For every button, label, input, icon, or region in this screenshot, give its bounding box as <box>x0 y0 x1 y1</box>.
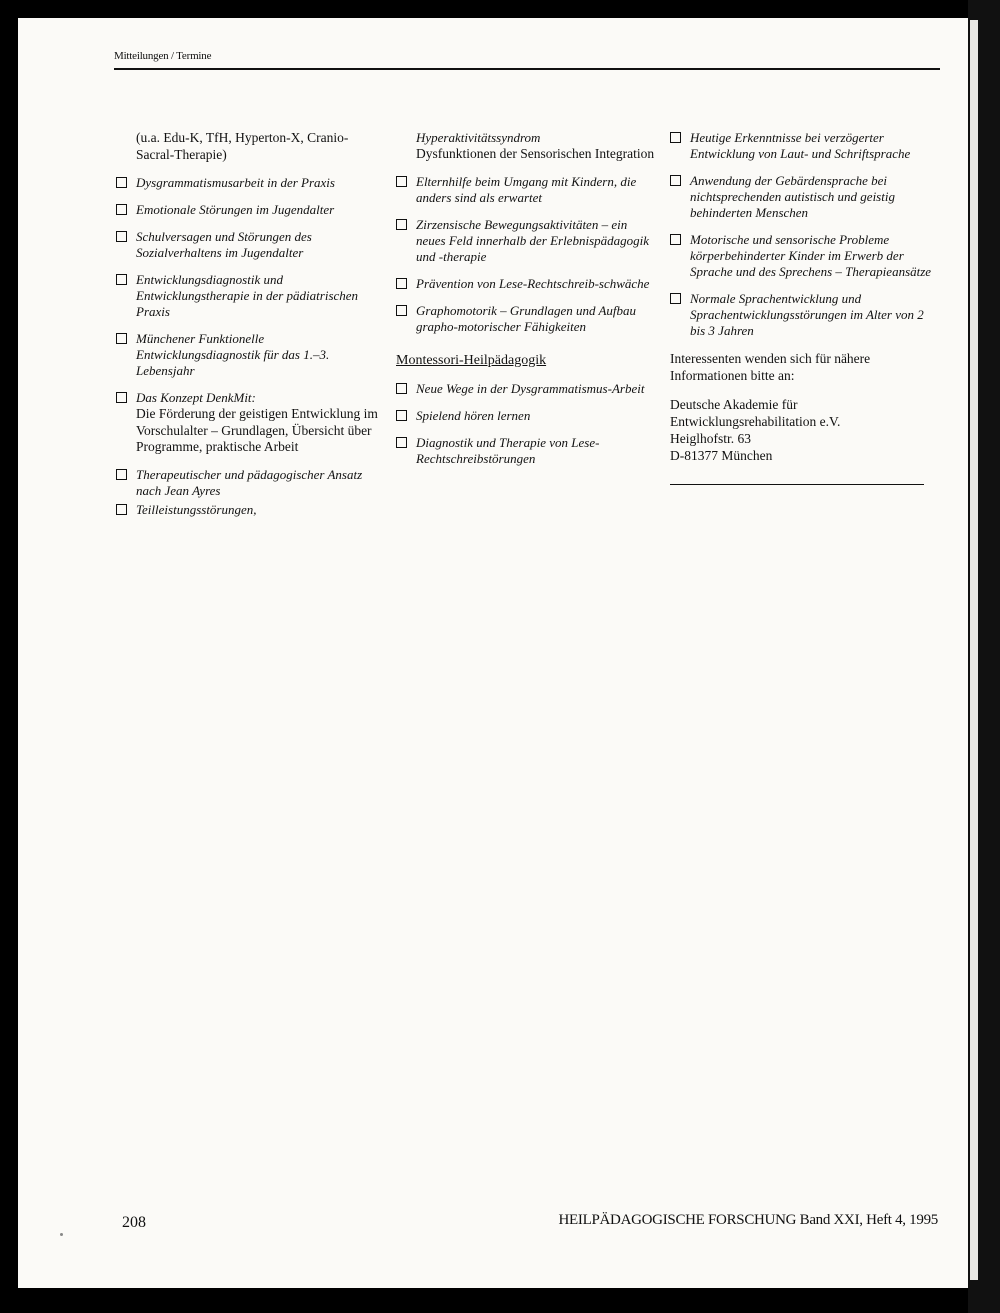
checkbox-icon <box>396 305 407 316</box>
checkbox-icon <box>116 274 127 285</box>
checkbox-icon <box>396 410 407 421</box>
list-item: Spielend hören lernen <box>396 408 658 424</box>
column-3 <box>670 130 940 485</box>
scan-speck <box>60 1233 63 1236</box>
page-number: 208 <box>122 1214 146 1231</box>
contact-address <box>670 396 940 464</box>
column-1 <box>116 130 378 529</box>
checkbox-icon <box>116 504 127 515</box>
address-line: Heiglhofstr. 63 <box>670 431 751 446</box>
address-line: Deutsche Akademie für <box>670 397 798 412</box>
address-line: Entwicklungsrehabilitation e.V. <box>670 414 841 429</box>
list-item: Anwendung der Gebärdensprache bei nichtsprechenden autistisch und geistig behinderten Menschen <box>670 173 940 221</box>
checkbox-icon <box>116 333 127 344</box>
checkbox-icon <box>396 383 407 394</box>
list-item: Münchener Funktionelle Entwicklungsdiagnostik für das 1.–3. Lebensjahr <box>116 331 378 379</box>
list-item: Therapeutischer und pädagogischer Ansatz nach Jean Ayres <box>116 467 378 499</box>
document-page <box>18 18 968 1288</box>
intro-text: (u.a. Edu-K, TfH, Hyperton-X, Cranio-Sacral-Therapie) <box>136 130 349 162</box>
address-line: D-81377 München <box>670 448 773 463</box>
checkbox-icon <box>116 392 127 403</box>
checkbox-icon <box>116 177 127 188</box>
list-item: Emotionale Störungen im Jugendalter <box>116 202 378 218</box>
running-head: Mitteilungen / Termine <box>114 50 212 62</box>
checkbox-icon <box>670 132 681 143</box>
journal-citation <box>559 1212 938 1229</box>
scan-edge-strip <box>970 20 978 1280</box>
list-item: Diagnostik und Therapie von Lese-Rechtschreibstörungen <box>396 435 658 467</box>
list-item-continued: Hyperaktivitätssyndrom Dysfunktionen der Sensorischen Integration <box>416 130 655 161</box>
checkbox-icon <box>396 278 407 289</box>
list-item: Schulversagen und Störungen des Sozialverhaltens im Jugendalter <box>116 229 378 261</box>
checkbox-icon <box>396 437 407 448</box>
checkbox-icon <box>670 234 681 245</box>
list-item: Neue Wege in der Dysgrammatismus-Arbeit <box>396 381 658 397</box>
list-item-detail: Die Förderung der geistigen Entwicklung im Vorschulalter – Grundlagen, Übersicht über Programme, praktische Arbeit <box>136 406 378 454</box>
header-rule <box>114 68 940 70</box>
column-2 <box>396 130 658 478</box>
list-item: Entwicklungsdiagnostik und Entwicklungstherapie in der pädiatrischen Praxis <box>116 272 378 320</box>
section-heading: Montessori-Heilpädagogik <box>396 352 547 368</box>
list-item: Teilleistungsstörungen, <box>116 502 378 518</box>
checkbox-icon <box>670 175 681 186</box>
list-item: Graphomotorik – Grundlagen und Aufbau grapho-motorischer Fähigkeiten <box>396 303 658 335</box>
list-item: Prävention von Lese-Rechtschreib-schwäche <box>396 276 658 292</box>
journal-volume: Band XXI, Heft 4, 1995 <box>799 1212 938 1228</box>
journal-title: HEILPÄDAGOGISCHE FORSCHUNG <box>558 1212 797 1228</box>
checkbox-icon <box>116 469 127 480</box>
contact-info-text: Interessenten wenden sich für nähere Informationen bitte an: <box>670 351 871 383</box>
list-item: Motorische und sensorische Probleme körperbehinderter Kinder im Erwerb der Sprache und des Sprechens – Therapieansätze <box>670 232 940 280</box>
section-end-rule <box>670 484 924 485</box>
list-item: Zirzensische Bewegungsaktivitäten – ein neues Feld innerhalb der Erlebnispädagogik und -therapie <box>396 217 658 265</box>
list-item: Elternhilfe beim Umgang mit Kindern, die anders sind als erwartet <box>396 174 658 206</box>
checkbox-icon <box>116 231 127 242</box>
checkbox-icon <box>396 219 407 230</box>
list-item: Dysgrammatismusarbeit in der Praxis <box>116 175 378 191</box>
checkbox-icon <box>670 293 681 304</box>
checkbox-icon <box>116 204 127 215</box>
list-item: Normale Sprachentwicklung und Sprachentwicklungsstörungen im Alter von 2 bis 3 Jahren <box>670 291 940 339</box>
checkbox-icon <box>396 176 407 187</box>
list-item: Heutige Erkenntnisse bei verzögerter Entwicklung von Laut- und Schriftsprache <box>670 130 940 162</box>
list-item: Das Konzept DenkMit: Die Förderung der geistigen Entwicklung im Vorschulalter – Grundlagen, Übersicht über Programme, praktische Arbeit <box>116 390 378 456</box>
